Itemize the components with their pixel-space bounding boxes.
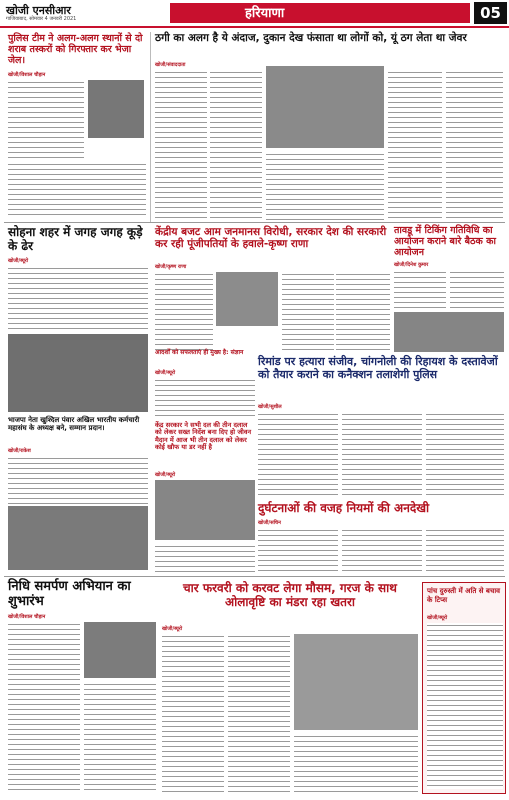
article-body-weather-col3 [294,734,418,792]
article-body-cheating-col1 [155,70,207,220]
headline-fund-drive: निधि समर्पण अभियान का शुभारंभ [8,579,131,609]
photo-cloudy-sky [294,634,418,730]
article-body-tau-devi-2 [450,270,504,310]
headline-tau-devi: तावडू में टिकिंग गतिविधि का आयोजन कराने बारे बैठक का आयोजन [394,225,496,258]
headline-remand: रिमांड पर हत्यारा संजीव, चांगनोली की रिहायश के दस्तावेजों को तैयार कराने का कनैक्शन तलाशेगी पुलिस [258,355,498,381]
article-body-accident-col1 [258,528,338,572]
article-body-center-gov [155,544,255,572]
article-body-remand-col3 [426,412,504,498]
article-body-cheating-col3 [266,152,384,220]
article-body-meeting [155,378,255,418]
photo-center-gov [155,480,255,540]
photo-krishna-rana [216,272,278,326]
byline-fund-drive: खोजी/विशाल चौहान [8,614,46,620]
article-body-remand-col2 [342,412,422,498]
divider-2 [4,576,505,577]
article-body-tau-devi-1 [394,270,446,310]
headline-weather: चार फरवरी को करवट लेगा मौसम, गरज के साथ ओलावृष्टि का मंडरा रहा खतरा [183,581,397,609]
byline-police-liquor: खोजी/विशाल चौहान [8,72,46,78]
article-body-cheating-col5 [446,70,503,220]
article-body-jan-adhikar [8,456,148,504]
article-body-fund-drive-col1 [8,622,80,792]
photo-fund-drive [84,622,156,678]
article-body-budget-col1 [155,272,213,350]
photo-cheating-accused [266,66,384,148]
article-body-budget-col2 [282,272,334,350]
byline-tau-devi: खोजी/दिनेश कुमार [394,262,429,268]
sidebar-box-body [427,623,503,789]
issue-date: गाजियाबाद, सोमवार 4 जनवरी 2021 [6,16,77,22]
headline-center-gov: केंद्र सरकार ने सभी दल की तीन दलाल को लेकर सख्त निर्देश बना दिए हो जीवन मैदान में आज भी तीन दलाल को लेकर कोई खौफ या डर नहीं है [155,421,252,452]
divider-1 [4,222,505,223]
headline-police-liquor: पुलिस टीम ने अलग-अलग स्थानों से दो शराब तस्करों को गिरफ्तार कर भेजा जेल। [8,33,143,66]
column-divider [150,32,151,222]
newspaper-brand: खोजी एनसीआर [6,4,71,17]
masthead [0,0,509,26]
article-body-cheating-col4 [388,70,442,220]
headline-sohna: सोहना शहर में जगह जगह कूड़े के ढेर [8,225,143,253]
section-bar [170,3,470,23]
section-title: हरियाणा [245,6,285,21]
headline-accident: दुर्घटनाओं की वजह नियमों की अनदेखी [258,501,430,515]
headline-cheating: ठगी का अलग है ये अंदाज, दुकान देख फंसाता था लोगों को, यूं ठग लेता था जेवर [155,32,467,44]
masthead-rule [0,26,509,28]
headline-jan-adhikar: भाजपा नेता खुश्दिल पंवार अखिल भारतीय कर्मचारी महासंघ के अध्यक्ष बने, सम्मान प्रदान। [8,416,140,433]
headline-meeting: आदर्शों को सफलताएं ही मुख्य है: संज्ञान [155,349,244,356]
article-body-accident-col3 [426,528,504,572]
page-number: 05 [474,2,507,24]
byline-jan-adhikar: खोजी/राकेश [8,448,31,454]
article-body-weather-col1 [162,634,224,792]
sidebar-box [422,582,506,794]
article-body-sohna [8,266,148,332]
article-body-budget-col3 [336,272,390,350]
byline-accident: खोजी/सचिन [258,520,281,526]
sidebar-box-title: पांच दुरुस्ती में अति से बचाव के टिप्स [427,587,501,604]
byline-sohna: खोजी/ब्यूरो [8,258,29,264]
byline-remand: खोजी/सुशील [258,404,282,410]
article-body-police-liquor-2 [8,162,146,217]
photo-arrested-men [88,80,144,138]
article-body-accident-col2 [342,528,422,572]
article-body-fund-drive-col2 [84,682,156,792]
byline-budget: खोजी/कृष्ण राणा [155,264,187,270]
photo-jan-adhikar-group [8,506,148,570]
byline-cheating: खोजी/संवाददाता [155,62,186,68]
headline-budget: केंद्रीय बजट आम जनमानस विरोधी, सरकार देश की सरकारी कर रही पूंजीपतियों के हवाले-कृष्ण राणा [155,226,387,251]
article-body-cheating-col2 [210,70,262,220]
article-body-weather-col2 [228,634,290,792]
byline-center-gov: खोजी/ब्यूरो [155,472,176,478]
byline-weather: खोजी/ब्यूरो [162,626,183,632]
article-body-remand-col1 [258,412,338,498]
photo-tau-meeting [394,312,504,352]
article-body-police-liquor [8,80,84,160]
byline-meeting: खोजी/ब्यूरो [155,370,176,376]
sidebar-box-byline: खोजी/ब्यूरो [427,615,448,621]
photo-garbage-heap [8,334,148,412]
